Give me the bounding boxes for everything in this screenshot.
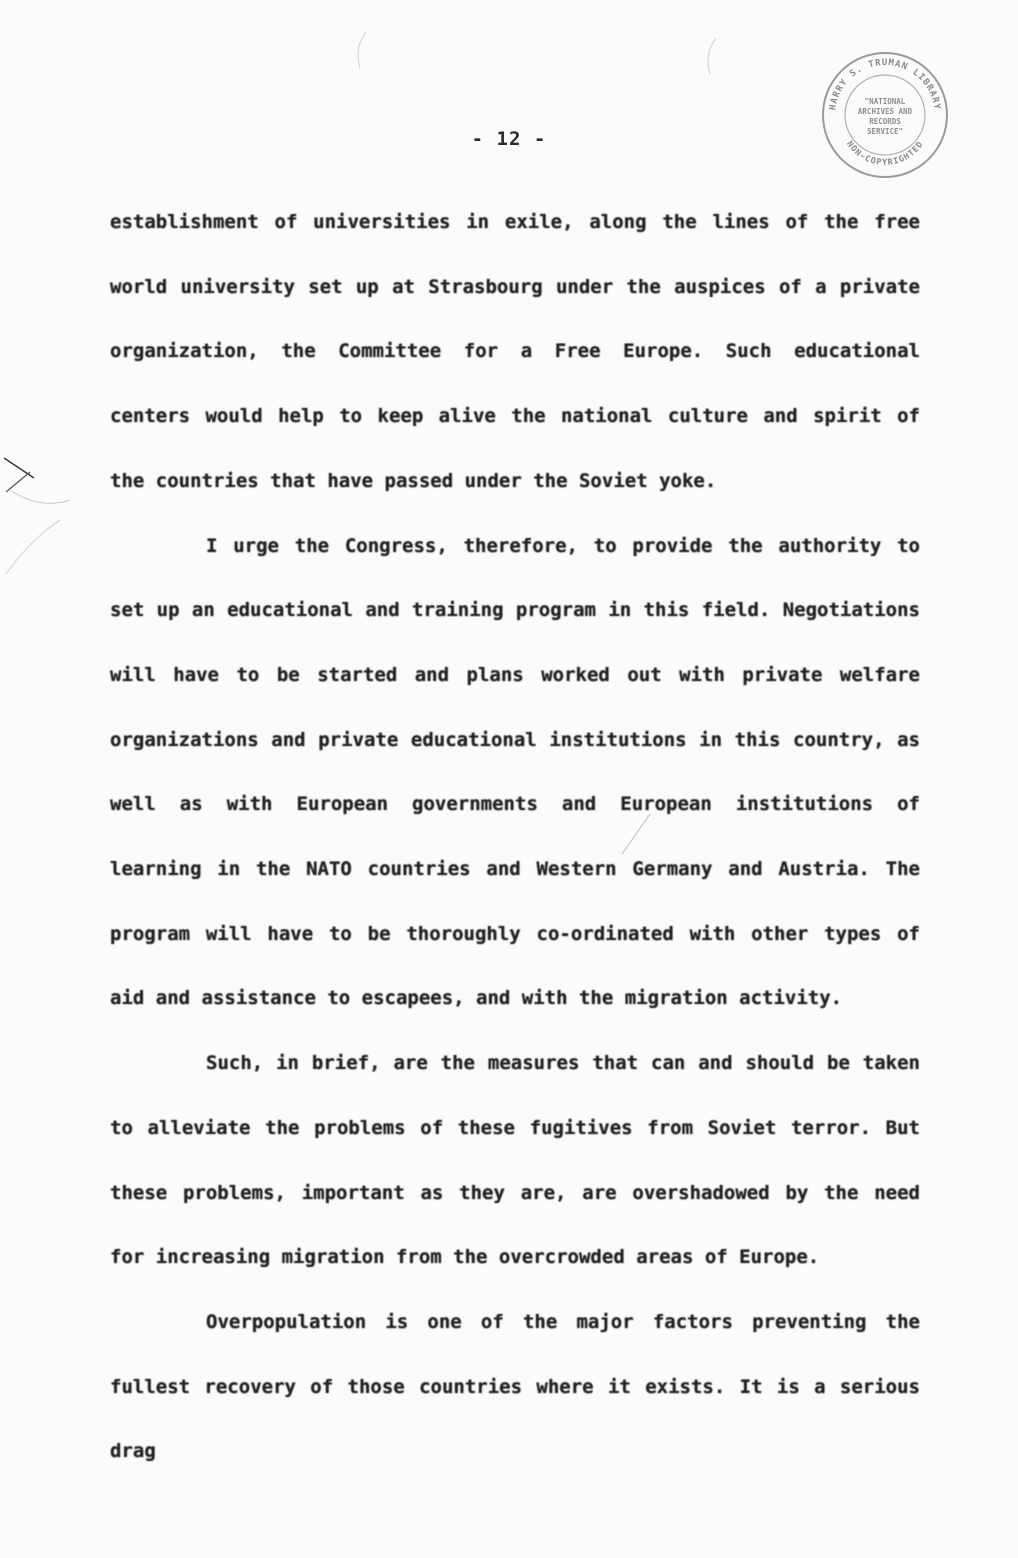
- paper-fold-mark: [350, 30, 370, 70]
- document-body: [110, 190, 920, 1484]
- page-number: - 12 -: [471, 128, 547, 150]
- svg-text:RECORDS: RECORDS: [869, 117, 901, 126]
- paragraph: Such, in brief, are the measures that can and should be taken to alleviate the problems of these fugitives from Soviet terror. But these problems, important as they are, are overshadowed by the need for increasing migration from the overcrowded areas of Europe.: [110, 1052, 920, 1269]
- svg-text:"NATIONAL: "NATIONAL: [864, 97, 906, 106]
- svg-text:SERVICE": SERVICE": [866, 127, 904, 136]
- margin-pencil-mark: [0, 450, 80, 580]
- paper-fold-mark-right: [700, 36, 720, 76]
- svg-text:NON-COPYRIGHTED: NON-COPYRIGHTED: [844, 139, 926, 168]
- archive-stamp-icon: [818, 48, 952, 182]
- paragraph: I urge the Congress, therefore, to provide the authority to set up an educational and training program in this field. Negotiations will have to be started and plans worked out with private welfare organizations and private educational institutions in this country, as well as with European governments and European institutions of learning in the NATO countries and Western Germany and Austria. The program will have to be thoroughly co-ordinated with other types of aid and assistance to escapees, and with the migration activity.: [110, 534, 920, 1010]
- svg-text:ARCHIVES AND: ARCHIVES AND: [857, 107, 913, 116]
- paragraph: establishment of universities in exile, along the lines of the free world university set up at Strasbourg under the auspices of a private organization, the Committee for a Free Europe. Such educational centers would help to keep alive the national culture and spirit of the countries that have passed under the Soviet yoke.: [110, 211, 920, 492]
- paragraph: Overpopulation is one of the major factors preventing the fullest recovery of those countries where it exists. It is a serious drag: [110, 1310, 920, 1463]
- svg-text:HARRY S. TRUMAN LIBRARY: HARRY S. TRUMAN LIBRARY: [828, 58, 942, 111]
